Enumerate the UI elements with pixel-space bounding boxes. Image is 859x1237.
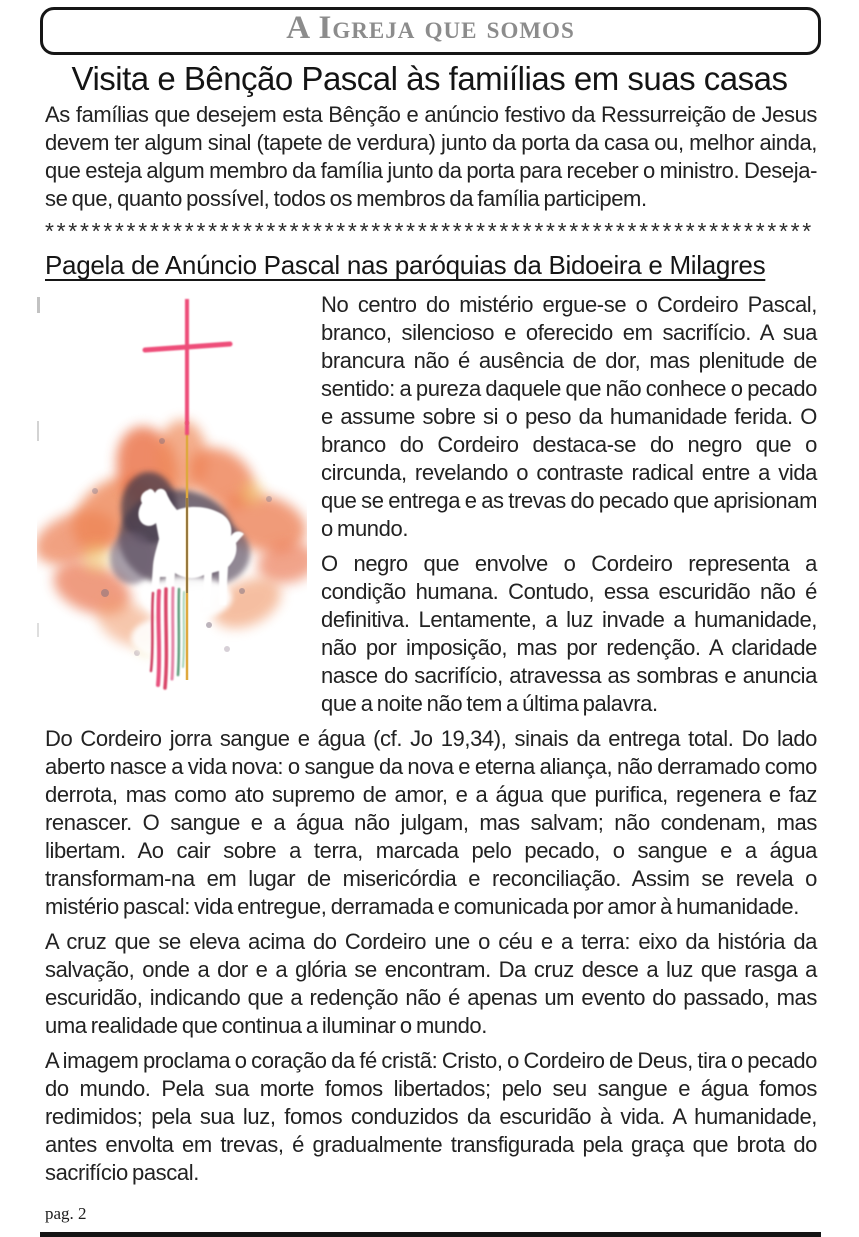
article-body: [45, 291, 817, 1187]
cross-shape: [145, 299, 230, 435]
body-paragraph-1: No centro do mistério ergue-se o Cordeiro Pascal, branco, silencioso e oferecido em sacrifício. A sua brancura não é ausência de dor, mas plenitude de sentido: a pureza daquele que não conhece o pecado e assume sobre si o peso da humanidade ferida. O branco do Cordeiro destaca-se do negro que o circunda, revelando o contraste radical entre a vida que se entrega e as trevas do pecado que aprisionam o mundo.: [321, 292, 817, 541]
article-content: [45, 101, 817, 1187]
paschal-lamb-artwork: [37, 293, 307, 693]
page-number: pag. 2: [45, 1204, 87, 1223]
body-paragraph-5: A imagem proclama o coração da fé cristã: Cristo, o Cordeiro de Deus, tira o pecado do mundo. Pela sua morte fomos libertados; pelo seu sangue e água fomos redimidos; pela sua luz, fomos conduzidos da escuridão à vida. A humanidade, antes envolta em trevas, é gradualmente transfigurada pela graça que brota do sacrifício pascal.: [45, 1048, 817, 1185]
paschal-lamb-image: [37, 293, 307, 693]
scan-edge-marks: [37, 297, 40, 637]
article-title: Visita e Bênção Pascal às famiílias em suas casas: [71, 60, 788, 97]
bottom-edge-bar: [40, 1232, 821, 1237]
section-title: A Igreja que somos: [286, 10, 575, 46]
body-paragraph-2: O negro que envolve o Cordeiro representa a condição humana. Contudo, essa escuridão não é definitiva. Lentamente, a luz invade a humanidade, não por imposição, mas por redenção. A claridade nasce do sacrifício, atravessa as sombras e anuncia que a noite não tem a última palavra.: [321, 551, 817, 716]
body-paragraph-4: A cruz que se eleva acima do Cordeiro une o céu e a terra: eixo da história da salvação, onde a dor e a glória se encontram. Da cruz desce a luz que rasga a escuridão, indicando que a redenção não é apenas um evento do passado, mas uma realidade que continua a iluminar o mundo.: [45, 929, 817, 1038]
section-banner: [40, 7, 821, 55]
intro-paragraph: As famílias que desejem esta Bênção e anúncio festivo da Ressurreição de Jesus devem ter algum sinal (tapete de verdura) junto da porta da casa ou, melhor ainda, que esteja algum membro da família junto da porta para receber o ministro. Deseja-se que, quanto possível, todos os membros da família participem.: [45, 102, 817, 211]
section-heading: Pagela de Anúncio Pascal nas paróquias da Bidoeira e Milagres: [45, 250, 766, 280]
body-paragraph-3: Do Cordeiro jorra sangue e água (cf. Jo 19,34), sinais da entrega total. Do lado aberto nasce a vida nova: o sangue da nova e eterna aliança, não derramado como derrota, mas como ato supremo de amor, e a água que purifica, regenera e faz renascer. O sangue e a água não julgam, mas salvam; não condenam, mas libertam. Ao cair sobre a terra, marcada pelo pecado, o sangue e a água transformam-na em lugar de misericórdia e reconciliação. Assim se revela o mistério pascal: vida entregue, derramada e comunicada por amor à humanidade.: [45, 726, 817, 919]
asterisk-divider: ******************************************************************: [45, 218, 814, 244]
